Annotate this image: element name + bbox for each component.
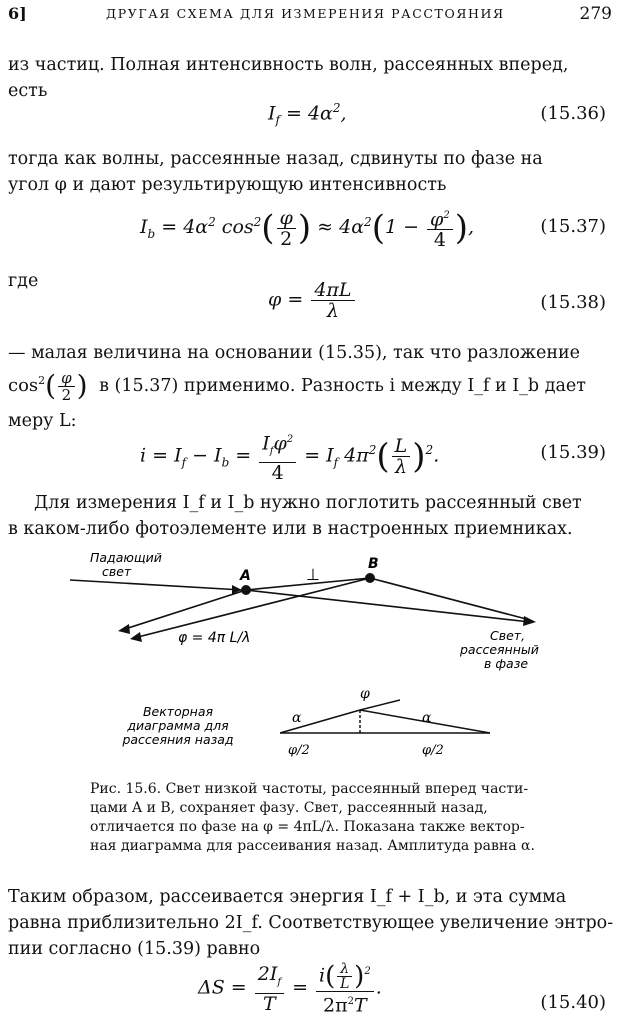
equation-15-37: $I_b = 4\alpha^2$ $\cos^2$( $\frac{\varphi}{2}$ ) ≈ $4\alpha^2(1$ − $\frac{\varphi^2}{4}$ ), (140, 206, 475, 252)
running-header (8, 4, 612, 30)
paragraph-6 (8, 884, 612, 962)
arrowhead-icon (130, 632, 142, 642)
alpha-right-label: α (422, 710, 432, 726)
paragraph-line: меру L: (8, 411, 77, 431)
incident-label-1: Падающий (90, 550, 162, 565)
equation-number: (15.40) (540, 992, 606, 1013)
paragraph-line: пии согласно (15.39) равно (8, 939, 261, 959)
paragraph-line: тогда как волны, рассеянные назад, сдвинуты по фазе на (8, 149, 543, 169)
forward-ray (246, 590, 530, 622)
equation-15-40: ΔS = $\frac{2I_f}{T}$ = i( $\frac{\lambda}{L}$ )$^2$ $2\pi^2T$ . (198, 961, 382, 1017)
particle-b-icon (365, 573, 375, 583)
particle-a-icon (241, 585, 251, 595)
incident-label-2: свет (102, 564, 132, 579)
perpendicular-symbol: ⊥ (306, 565, 320, 584)
phi-half-left-label: φ/2 (288, 743, 310, 758)
arrowhead-icon (118, 624, 130, 634)
caption-line: Рис. 15.6. Свет низкой частоты, рассеянный вперед части- (90, 781, 529, 797)
figure-caption (90, 780, 535, 856)
paragraph-line: из частиц. Полная интенсивность волн, рассеянных вперед, (8, 55, 569, 75)
paragraph-line: есть (8, 81, 48, 101)
point-a-label: A (240, 568, 251, 584)
point-b-label: B (368, 556, 379, 572)
forward-label-1: Свет, (490, 628, 526, 643)
equation-15-38: φ = $\frac{4\pi L}{\lambda}$ (268, 280, 357, 321)
backscatter-ray-a (122, 590, 246, 630)
paragraph-line: Таким образом, рассеивается энергия I_f + I_b, и эта сумма (8, 887, 567, 907)
arrowhead-icon (523, 616, 536, 626)
equation-number: (15.37) (540, 216, 606, 237)
equation-number: (15.36) (540, 103, 606, 124)
alpha-left-label: α (292, 710, 302, 726)
equation-15-39: $i = I_f - I_b$ = $\frac{I_f\varphi^2}{4}$ = $I_f$ $4\pi^2$( $\frac{L}{\lambda}$ )$^2$. (140, 430, 439, 483)
paragraph-1 (8, 52, 612, 104)
phase-label: φ = 4π L/λ (178, 630, 251, 646)
page-number: 279 (579, 4, 612, 24)
incident-ray (70, 580, 242, 590)
equation-number: (15.38) (540, 292, 606, 313)
caption-line: ная диаграмма для рассеивания назад. Амплитуда равна α. (90, 838, 535, 854)
paragraph-2 (8, 146, 612, 198)
forward-label-2: рассеянный (460, 642, 539, 657)
phi-half-right-label: φ/2 (422, 743, 444, 758)
equation-15-36: $I_f = 4\alpha^2$, (268, 101, 347, 128)
caption-line: цами A и B, сохраняет фазу. Свет, рассеянный назад, (90, 800, 488, 816)
paragraph-line: в каком-либо фотоэлементе или в настроенных приемниках. (8, 519, 573, 539)
phi-top-label: φ (360, 686, 370, 702)
paragraph-4 (8, 340, 612, 366)
vector-label-1: Векторная (142, 704, 214, 719)
paragraph-3: где (8, 271, 39, 291)
paragraph-line: равна приблизительно 2I_f. Соответствующее увеличение энтро- (8, 913, 614, 933)
paragraph-5 (8, 490, 612, 542)
vector-label-3: рассеяния назад (122, 732, 234, 747)
running-title: ДРУГАЯ СХЕМА ДЛЯ ИЗМЕРЕНИЯ РАССТОЯНИЯ (106, 6, 505, 21)
equation-number: (15.39) (540, 442, 606, 463)
paragraph-line: в (15.37) применимо. Разность i между I_f и I_b дает (99, 376, 586, 396)
paragraph-line: угол φ и дают результирующую интенсивность (8, 175, 447, 195)
backscatter-ray-b (134, 578, 370, 638)
figure-15-6 (60, 550, 560, 775)
vector-label-2: диаграмма для (127, 718, 229, 733)
forward-label-3: в фазе (484, 656, 529, 671)
caption-line: отличается по фазе на φ = 4πL/λ. Показана также вектор- (90, 819, 525, 835)
paragraph-line: — малая величина на основании (15.35), так что разложение (8, 343, 580, 363)
paragraph-line: Для измерения I_f и I_b нужно поглотить рассеянный свет (34, 493, 582, 513)
inline-cos-expression: $\cos^2$( $\frac{\varphi}{2}$ ) (8, 368, 88, 404)
section-marker: 6] (8, 4, 27, 23)
paragraph-4-line-2 (8, 368, 612, 403)
